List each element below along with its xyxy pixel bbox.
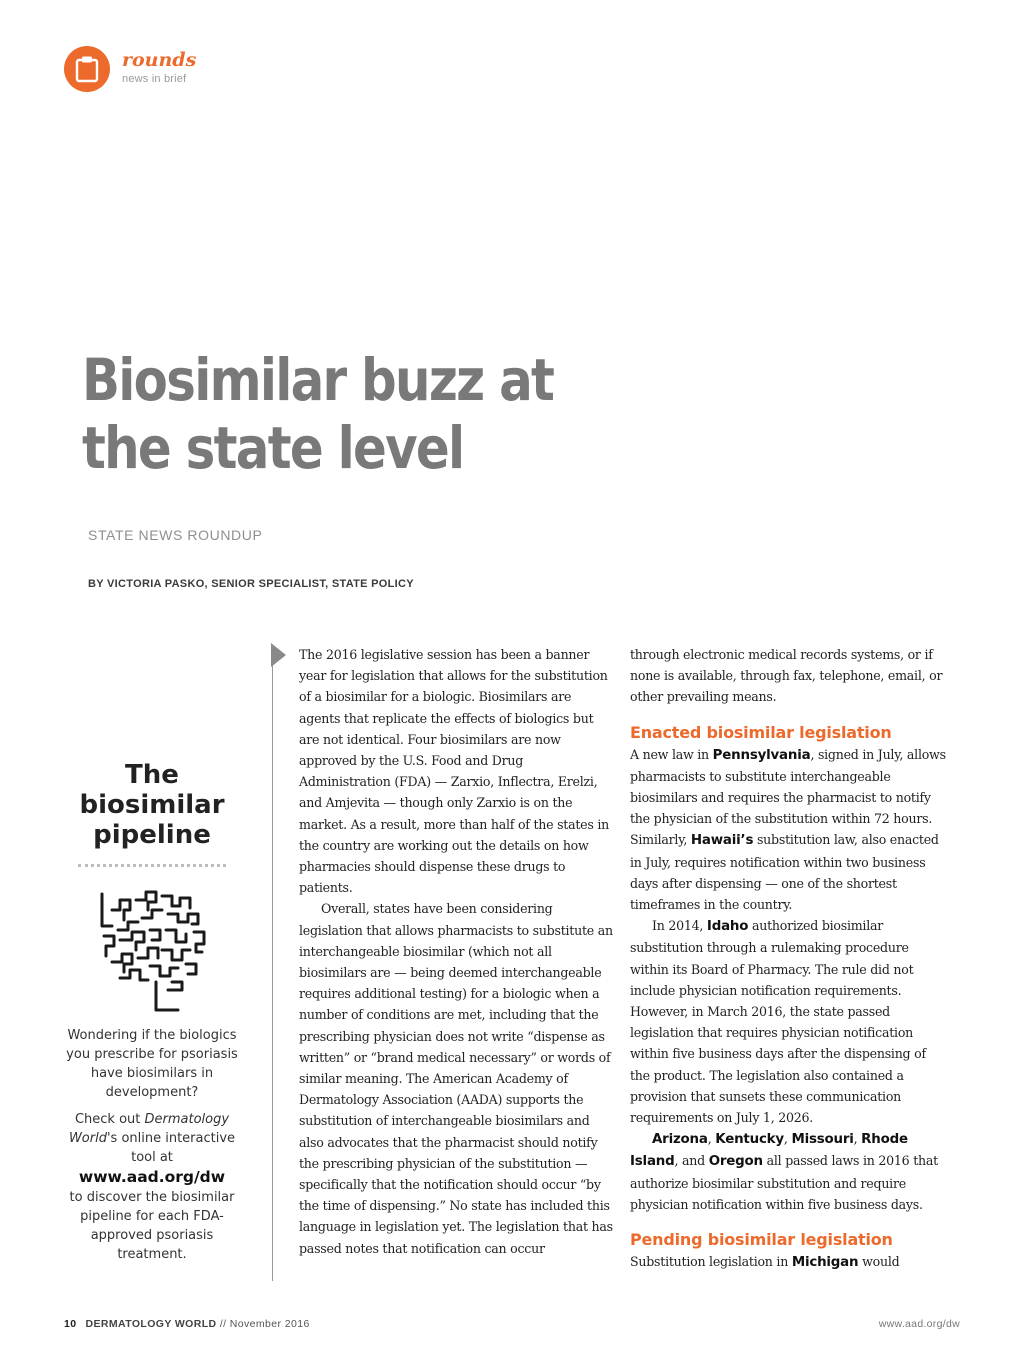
state-name: Hawaii’s: [690, 833, 754, 849]
dotted-divider: [78, 864, 226, 867]
state-name: Pennsylvania: [712, 747, 811, 763]
body-paragraph: The 2016 legislative session has been a banner year for legislation that allows for the substitution of a biosimilar for a biologic. Biosimilars are agents that replicate the effects of biologics but are not identical. Four biosimilars are now approved by the U.S. Food and Drug Administration (FDA) — Zarxio, Inflectra, Erelzi, and Amjevita — though only Zarxio is on the market. As a result, more than half of the states in the country are working out the details on how pharmacies should dispense these drugs to patients.: [299, 647, 609, 896]
section-name: rounds: [122, 49, 197, 71]
section-heading: Pending biosimilar legislation: [630, 1230, 893, 1250]
body-text: Substitution legislation in: [630, 1254, 792, 1270]
article-kicker: STATE NEWS ROUNDUP: [88, 527, 263, 543]
section-logo: [64, 46, 110, 92]
body-text: all passed laws in 2016 that authorize biosimilar substitution and require physician notification within five business days.: [630, 1153, 938, 1212]
article-byline: BY VICTORIA PASKO, SENIOR SPECIALIST, STATE POLICY: [88, 578, 414, 590]
body-column-1: [299, 644, 615, 1259]
sidebar-title: [60, 760, 244, 850]
body-text: , signed in July, allows pharmacists to substitute interchangeable biosimilars and requires the pharmacist to notify the physician of the substitution within 72 hours. Similarly,: [630, 746, 946, 848]
state-name: Missouri: [791, 1132, 854, 1148]
sidebar-cta-text: 's online interactive tool at: [106, 1131, 236, 1165]
sidebar-question: Wondering if the biologics you prescribe for psoriasis have biosimilars in development?: [66, 1028, 238, 1100]
state-name: Idaho: [706, 919, 749, 935]
separator: , and: [674, 1153, 709, 1169]
column-divider: [272, 650, 273, 1281]
article-title-line: Biosimilar buzz at: [82, 346, 554, 414]
body-text: A new law in: [630, 746, 713, 762]
body-paragraph: [630, 744, 948, 916]
sidebar-cta-text: Check out: [74, 1112, 145, 1127]
footer-url-link[interactable]: www.aad.org/dw: [878, 1318, 960, 1330]
article-title-line: the state level: [82, 414, 464, 482]
page-number: 10: [64, 1318, 77, 1330]
body-text: In 2014,: [652, 918, 707, 934]
body-column-2: [630, 644, 948, 1273]
body-text: would: [858, 1254, 900, 1270]
issue-date: // November 2016: [216, 1318, 310, 1330]
maze-tree-icon: [98, 886, 208, 1014]
body-text: substitution law, also enacted in July, requires notification within two business days after dispensing — one of the shortest timeframes in the country.: [630, 832, 939, 913]
state-name: Michigan: [791, 1255, 859, 1271]
body-paragraph: through electronic medical records systems, or if none is available, through fax, telephone, email, or other prevailing means.: [630, 647, 943, 705]
separator: ,: [707, 1131, 716, 1147]
body-paragraph: Overall, states have been considering legislation that allows pharmacists to substitute an interchangeable biosimilar (which not all biosimilars are — being deemed interchangeable requires additional testing) for a biologic when a number of conditions are met, including that the prescribing physician does not write “dispense as written” or “brand medical necessary” or words of similar meaning. The American Academy of Dermatology Association (AADA) supports the substitution of interchangeable biosimilars and also advocates that the pharmacist should notify the prescribing physician of the substitution — specifically that the notification should occur “by the time of dispensing.” No state has included this language in legislation yet. The legislation that has passed notes that notification can occur: [299, 901, 613, 1256]
section-heading: Enacted biosimilar legislation: [630, 722, 892, 742]
article-title: [82, 346, 564, 482]
separator: ,: [783, 1131, 792, 1147]
state-name: Rhode Island: [630, 1132, 908, 1170]
separator: ,: [853, 1131, 862, 1147]
section-subtitle: news in brief: [122, 73, 187, 85]
sidebar-title-line: The: [125, 760, 179, 790]
body-paragraph: [630, 1128, 948, 1215]
body-paragraph: [630, 1251, 948, 1273]
publication-name: Dermatology World: [68, 1112, 230, 1146]
state-name: Arizona: [652, 1132, 708, 1148]
sidebar-box: [60, 760, 244, 867]
sidebar-cta: [60, 1110, 244, 1264]
magazine-name: DERMATOLOGY WORLD: [85, 1318, 217, 1330]
sidebar-title-line: biosimilar: [79, 790, 225, 820]
body-text: authorized biosimilar substitution through a rulemaking procedure within its Board of Pharmacy. The rule did not include physician notification requirements. However, in March 2016, the state passed legislation that requires physician notification within five business days after the dispensing of the product. The legislation also contained a provision that sunsets these communication requirements on July 1, 2026.: [630, 918, 926, 1126]
sidebar-text: [60, 1026, 244, 1272]
state-name: Kentucky: [715, 1132, 784, 1148]
sidebar-title-line: pipeline: [93, 820, 211, 850]
sidebar-closing-text: to discover the biosimilar pipeline for each FDA-approved psoriasis treatment.: [69, 1190, 235, 1262]
body-paragraph: [630, 915, 948, 1128]
play-arrow-icon: [271, 643, 286, 667]
page-footer: [64, 1318, 310, 1330]
state-name: Oregon: [708, 1154, 763, 1170]
clipboard-icon: [75, 55, 99, 83]
sidebar-url-link[interactable]: www.aad.org/dw: [78, 1168, 226, 1186]
